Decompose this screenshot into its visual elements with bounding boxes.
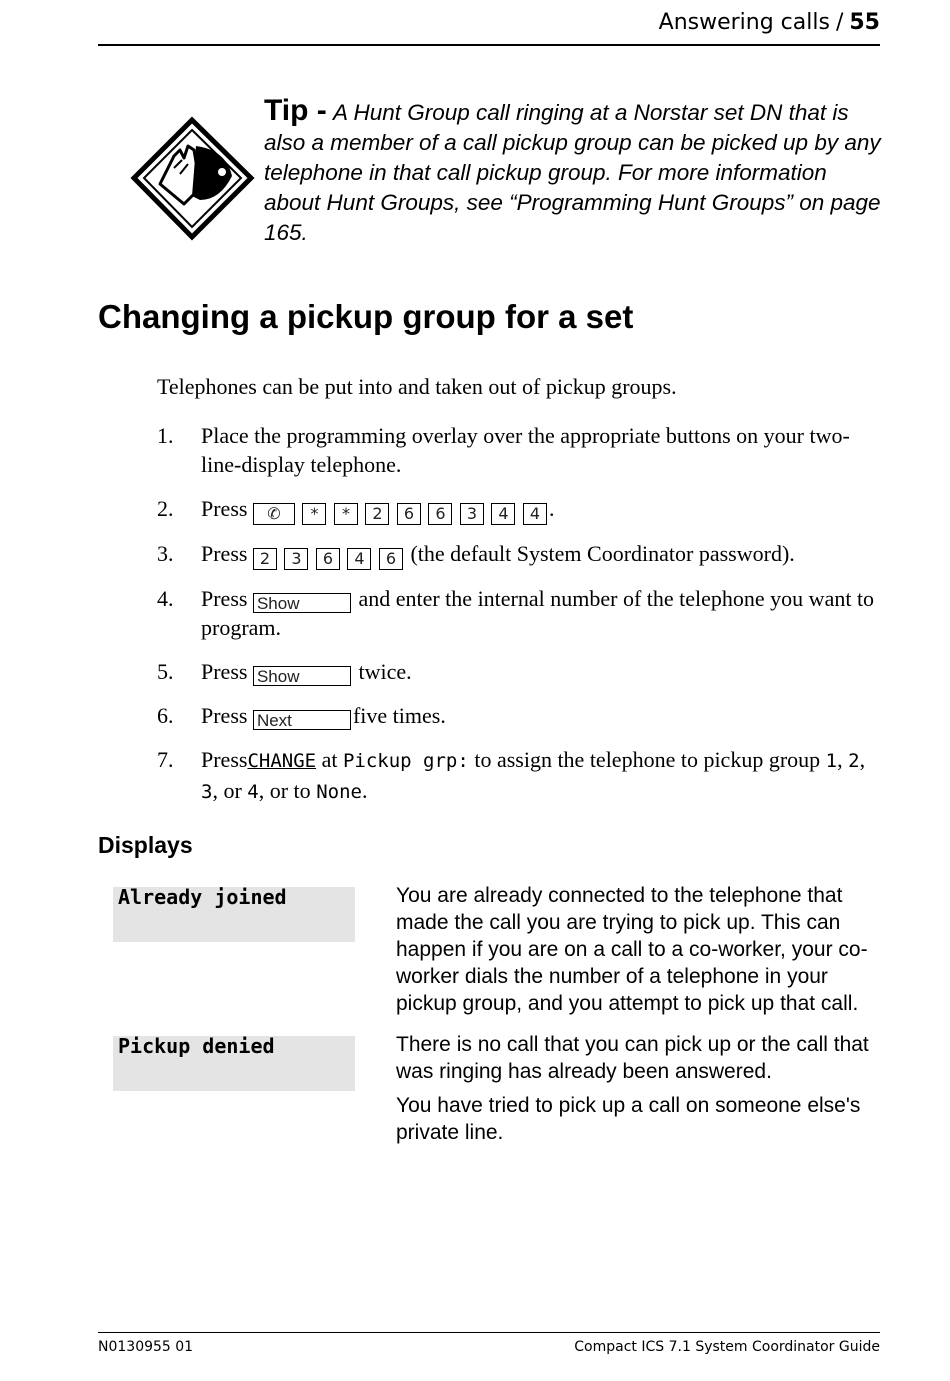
key-6[interactable]: 6 — [379, 548, 403, 570]
change-softkey[interactable]: CHANGE — [247, 750, 317, 772]
feature-key-icon[interactable]: ✆ — [253, 503, 295, 525]
comma: , — [212, 778, 218, 803]
page-footer — [98, 1332, 880, 1355]
key-6[interactable]: 6 — [397, 503, 421, 525]
key-6[interactable]: 6 — [428, 503, 452, 525]
step-after: five times. — [352, 703, 446, 728]
press-word: Press — [201, 747, 248, 772]
step-end: . — [548, 496, 555, 521]
group-none: None — [316, 781, 362, 803]
display-screen: Pickup denied — [113, 1036, 355, 1091]
comma: , — [258, 778, 265, 803]
header-separator: / — [835, 10, 844, 35]
at-word: at — [321, 747, 338, 772]
comma: , — [859, 747, 866, 772]
show-button[interactable]: Show — [253, 593, 351, 613]
key-star[interactable]: * — [334, 503, 358, 525]
group-2: 2 — [848, 750, 860, 772]
key-4[interactable]: 4 — [523, 503, 547, 525]
tip-box — [130, 96, 880, 256]
key-2[interactable]: 2 — [253, 548, 277, 570]
step-number: 1. — [157, 423, 174, 448]
step-text: Place the programming overlay over the appropriate buttons on your two-line-display telephone. — [201, 423, 850, 477]
step-number: 3. — [157, 541, 174, 566]
press-word: Press — [201, 703, 248, 728]
step-after: to assign the telephone to pickup group — [474, 747, 821, 772]
description-paragraph: You have tried to pick up a call on someone else's private line. — [396, 1094, 861, 1144]
press-word: Press — [201, 586, 248, 611]
step-body — [201, 584, 881, 642]
show-button[interactable]: Show — [253, 666, 351, 686]
press-word: Press — [201, 659, 248, 684]
key-3[interactable]: 3 — [460, 503, 484, 525]
press-word: Press — [201, 496, 248, 521]
comma: , — [837, 747, 843, 772]
or-to-word: or to — [269, 778, 311, 803]
key-star[interactable]: * — [302, 503, 326, 525]
step-body — [201, 657, 881, 686]
key-4[interactable]: 4 — [347, 548, 371, 570]
doc-number: N0130955 01 — [98, 1339, 194, 1355]
step-number: 6. — [157, 703, 174, 728]
or-word: or — [223, 778, 242, 803]
step-body — [201, 701, 881, 730]
page-number: 55 — [849, 10, 880, 35]
group-1: 1 — [825, 750, 838, 772]
key-3[interactable]: 3 — [284, 548, 308, 570]
header-text — [659, 10, 880, 35]
display-screen: Already joined — [113, 887, 355, 942]
step-number: 5. — [157, 659, 174, 684]
step-body — [201, 494, 881, 525]
displays-heading: Displays — [98, 832, 193, 858]
doc-title: Compact ICS 7.1 System Coordinator Guide — [574, 1339, 880, 1355]
group-3: 3 — [201, 781, 213, 803]
description-paragraph: You are already connected to the telephone that made the call you are trying to pick up. This can happen if you are on a call to a co-worker, your co-worker dials the number of a telephone in your pickup group, and you attempt to pick up that call. — [396, 884, 868, 1015]
step-number: 2. — [157, 496, 174, 521]
page-header — [98, 8, 880, 46]
display-description — [396, 882, 876, 1024]
hand-tip-icon — [130, 116, 255, 241]
display-description — [396, 1031, 876, 1153]
intro-paragraph: Telephones can be put into and taken out of pickup groups. — [157, 374, 677, 399]
step-number: 4. — [157, 586, 174, 611]
step-after: twice. — [358, 659, 412, 684]
description-paragraph: There is no call that you can pick up or the call that was ringing has already been answered. — [396, 1033, 869, 1083]
group-4: 4 — [247, 781, 259, 803]
tip-content: A Hunt Group call ringing at a Norstar set DN that is also a member of a call pickup group can be picked up by any telephone in that call pickup group. For more information about Hunt Groups, see “Programming Hunt Groups” on page 165. — [264, 100, 881, 245]
step-after: and enter the internal number of the telephone you want to program. — [201, 586, 875, 640]
pickup-grp-display: Pickup grp: — [342, 750, 469, 772]
key-4[interactable]: 4 — [491, 503, 515, 525]
tip-label: Tip - — [264, 94, 327, 127]
step-number: 7. — [157, 747, 174, 772]
tip-text — [264, 96, 884, 248]
section-heading: Changing a pickup group for a set — [98, 298, 634, 335]
step-end: . — [361, 778, 368, 803]
key-2[interactable]: 2 — [365, 503, 389, 525]
header-section: Answering calls — [658, 10, 830, 35]
step-after: (the default System Coordinator password). — [410, 541, 795, 566]
key-6[interactable]: 6 — [316, 548, 340, 570]
press-word: Press — [201, 541, 248, 566]
next-button[interactable]: Next — [253, 710, 351, 730]
step-body — [201, 745, 881, 807]
step-body — [201, 539, 881, 570]
